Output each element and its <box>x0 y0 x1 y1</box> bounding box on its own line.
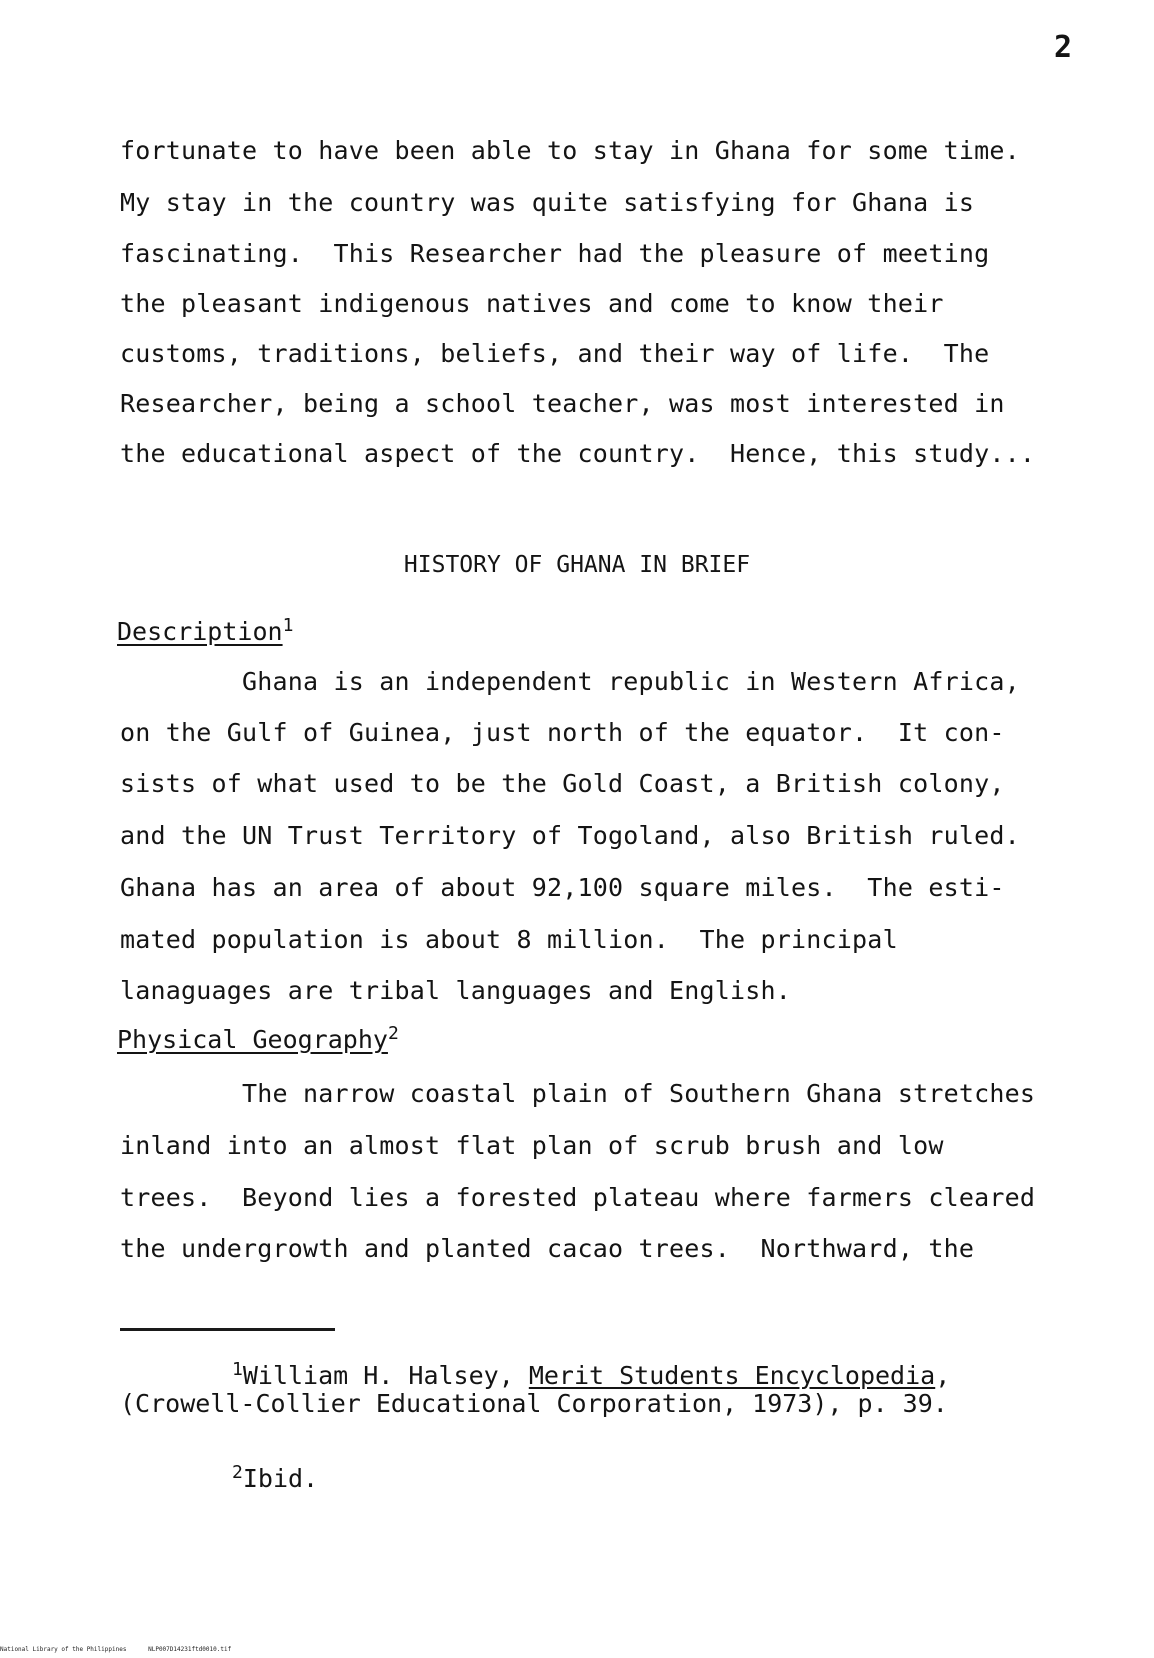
physical-geography-heading-text: Physical Geography <box>117 1025 388 1054</box>
text-line: Ghana is an independent republic in Western Africa, <box>120 667 1020 696</box>
footnote-text: Ibid. <box>242 1464 319 1493</box>
text-line: trees. Beyond lies a forested plateau where farmers cleared <box>120 1183 1036 1212</box>
text-line: fascinating. This Researcher had the pleasure of meeting <box>120 239 990 268</box>
text-line: The narrow coastal plain of Southern Ghana stretches <box>120 1079 1036 1108</box>
description-heading: Description1 <box>117 614 294 646</box>
text-line: customs, traditions, beliefs, and their way of life. The <box>120 339 990 368</box>
text-line: and the UN Trust Territory of Togoland, also British ruled. <box>120 821 1020 850</box>
scan-footer: National Library of the Philippines NLP007D14231ftd0010.tif <box>0 1646 232 1653</box>
text-line: on the Gulf of Guinea, just north of the equator. It con- <box>120 718 1005 747</box>
page-number: 2 <box>1054 30 1073 65</box>
footnote-author: William H. Halsey, <box>242 1361 529 1390</box>
description-heading-text: Description <box>117 617 283 646</box>
text-line: My stay in the country was quite satisfying for Ghana is <box>120 188 975 217</box>
footnote-punct: , <box>935 1361 951 1390</box>
text-line: inland into an almost flat plan of scrub brush and low <box>120 1131 944 1160</box>
text-line: Researcher, being a school teacher, was most interested in <box>120 389 1005 418</box>
section-title: HISTORY OF GHANA IN BRIEF <box>403 552 751 578</box>
text-line: the undergrowth and planted cacao trees. Northward, the <box>120 1234 975 1263</box>
footnote-1-continued: (Crowell-Collier Educational Corporation, 1973), p. 39. <box>120 1389 948 1418</box>
footnote-2: 2Ibid. <box>232 1461 319 1493</box>
text-line: Ghana has an area of about 92,100 square miles. The esti- <box>120 873 1005 902</box>
physical-geography-heading: Physical Geography2 <box>117 1022 399 1054</box>
text-line: mated population is about 8 million. The principal <box>120 925 898 954</box>
text-line: the pleasant indigenous natives and come to know their <box>120 289 944 318</box>
footnote-1: 1William H. Halsey, Merit Students Encyclopedia, <box>232 1358 951 1390</box>
footnote-divider <box>120 1328 335 1331</box>
text-line: sists of what used to be the Gold Coast, a British colony, <box>120 769 1005 798</box>
footnote-title: Merit Students Encyclopedia <box>528 1361 936 1390</box>
text-line: lanaguages are tribal languages and English. <box>120 976 792 1005</box>
text-line: the educational aspect of the country. Hence, this study... <box>120 439 1036 468</box>
text-line: fortunate to have been able to stay in Ghana for some time. <box>120 136 1020 165</box>
